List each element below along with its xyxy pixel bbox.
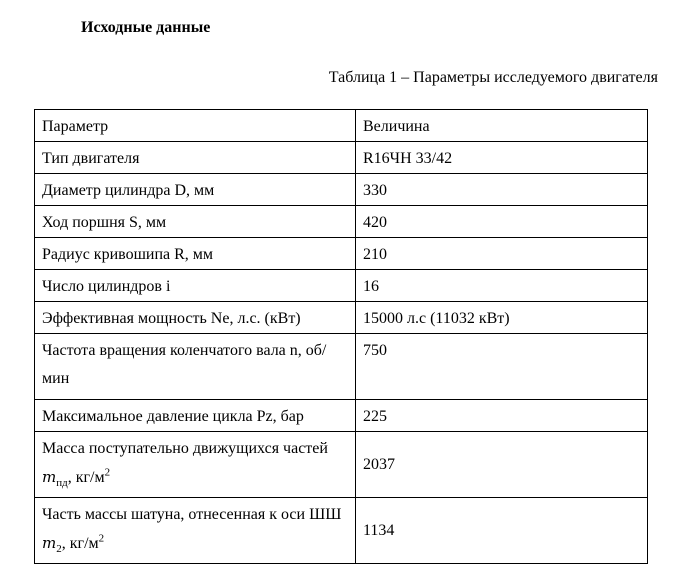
param-cell: Ход поршня S, мм [35, 206, 356, 238]
value-cell: 330 [356, 174, 648, 206]
value-cell: 420 [356, 206, 648, 238]
table-row-rod [35, 498, 648, 564]
mass-subscript: 2 [56, 543, 62, 556]
table-row [35, 334, 648, 400]
param-text: Масса поступательно движущихся частей [42, 440, 328, 457]
value-cell: R16ЧН 33/42 [356, 142, 648, 174]
value-cell: 15000 л.с (11032 кВт) [356, 302, 648, 334]
table-row [35, 206, 648, 238]
table-row [35, 142, 648, 174]
mass-symbol: m [42, 468, 57, 486]
value-cell: 210 [356, 238, 648, 270]
table-row [35, 270, 648, 302]
header-value: Величина [356, 110, 648, 142]
table-row [35, 302, 648, 334]
header-param: Параметр [35, 110, 356, 142]
unit-superscript: 2 [104, 466, 111, 479]
unit-superscript: 2 [98, 532, 105, 545]
mass-subscript: пд [56, 477, 68, 490]
section-heading: Исходные данные [81, 19, 211, 36]
param-cell: Число цилиндров i [35, 270, 356, 302]
param-cell [35, 498, 356, 564]
table-row [35, 174, 648, 206]
param-cell: Эффективная мощность Ne, л.с. (кВт) [35, 302, 356, 334]
param-cell: Радиус кривошипа R, мм [35, 238, 356, 270]
table-caption: Таблица 1 – Параметры исследуемого двигателя [328, 69, 658, 86]
value-cell: 16 [356, 270, 648, 302]
table-row [35, 238, 648, 270]
value-cell: 1134 [356, 498, 648, 564]
value-cell: 750 [356, 334, 648, 400]
param-cell [35, 432, 356, 498]
parameters-table [34, 109, 648, 564]
mass-symbol: m [42, 534, 57, 552]
param-cell: Тип двигателя [35, 142, 356, 174]
param-cell: Диаметр цилиндра D, мм [35, 174, 356, 206]
param-text: Часть массы шатуна, отнесенная к оси ШШ [42, 506, 342, 523]
unit-text: , кг/м [61, 535, 99, 552]
table-row-mass [35, 432, 648, 498]
table-row [35, 400, 648, 432]
table-header-row [35, 110, 648, 142]
value-cell: 225 [356, 400, 648, 432]
value-cell: 2037 [356, 432, 648, 498]
param-cell: Частота вращения коленчатого вала n, об/мин [35, 334, 356, 400]
unit-text: , кг/м [67, 469, 105, 486]
param-cell: Максимальное давление цикла Pz, бар [35, 400, 356, 432]
